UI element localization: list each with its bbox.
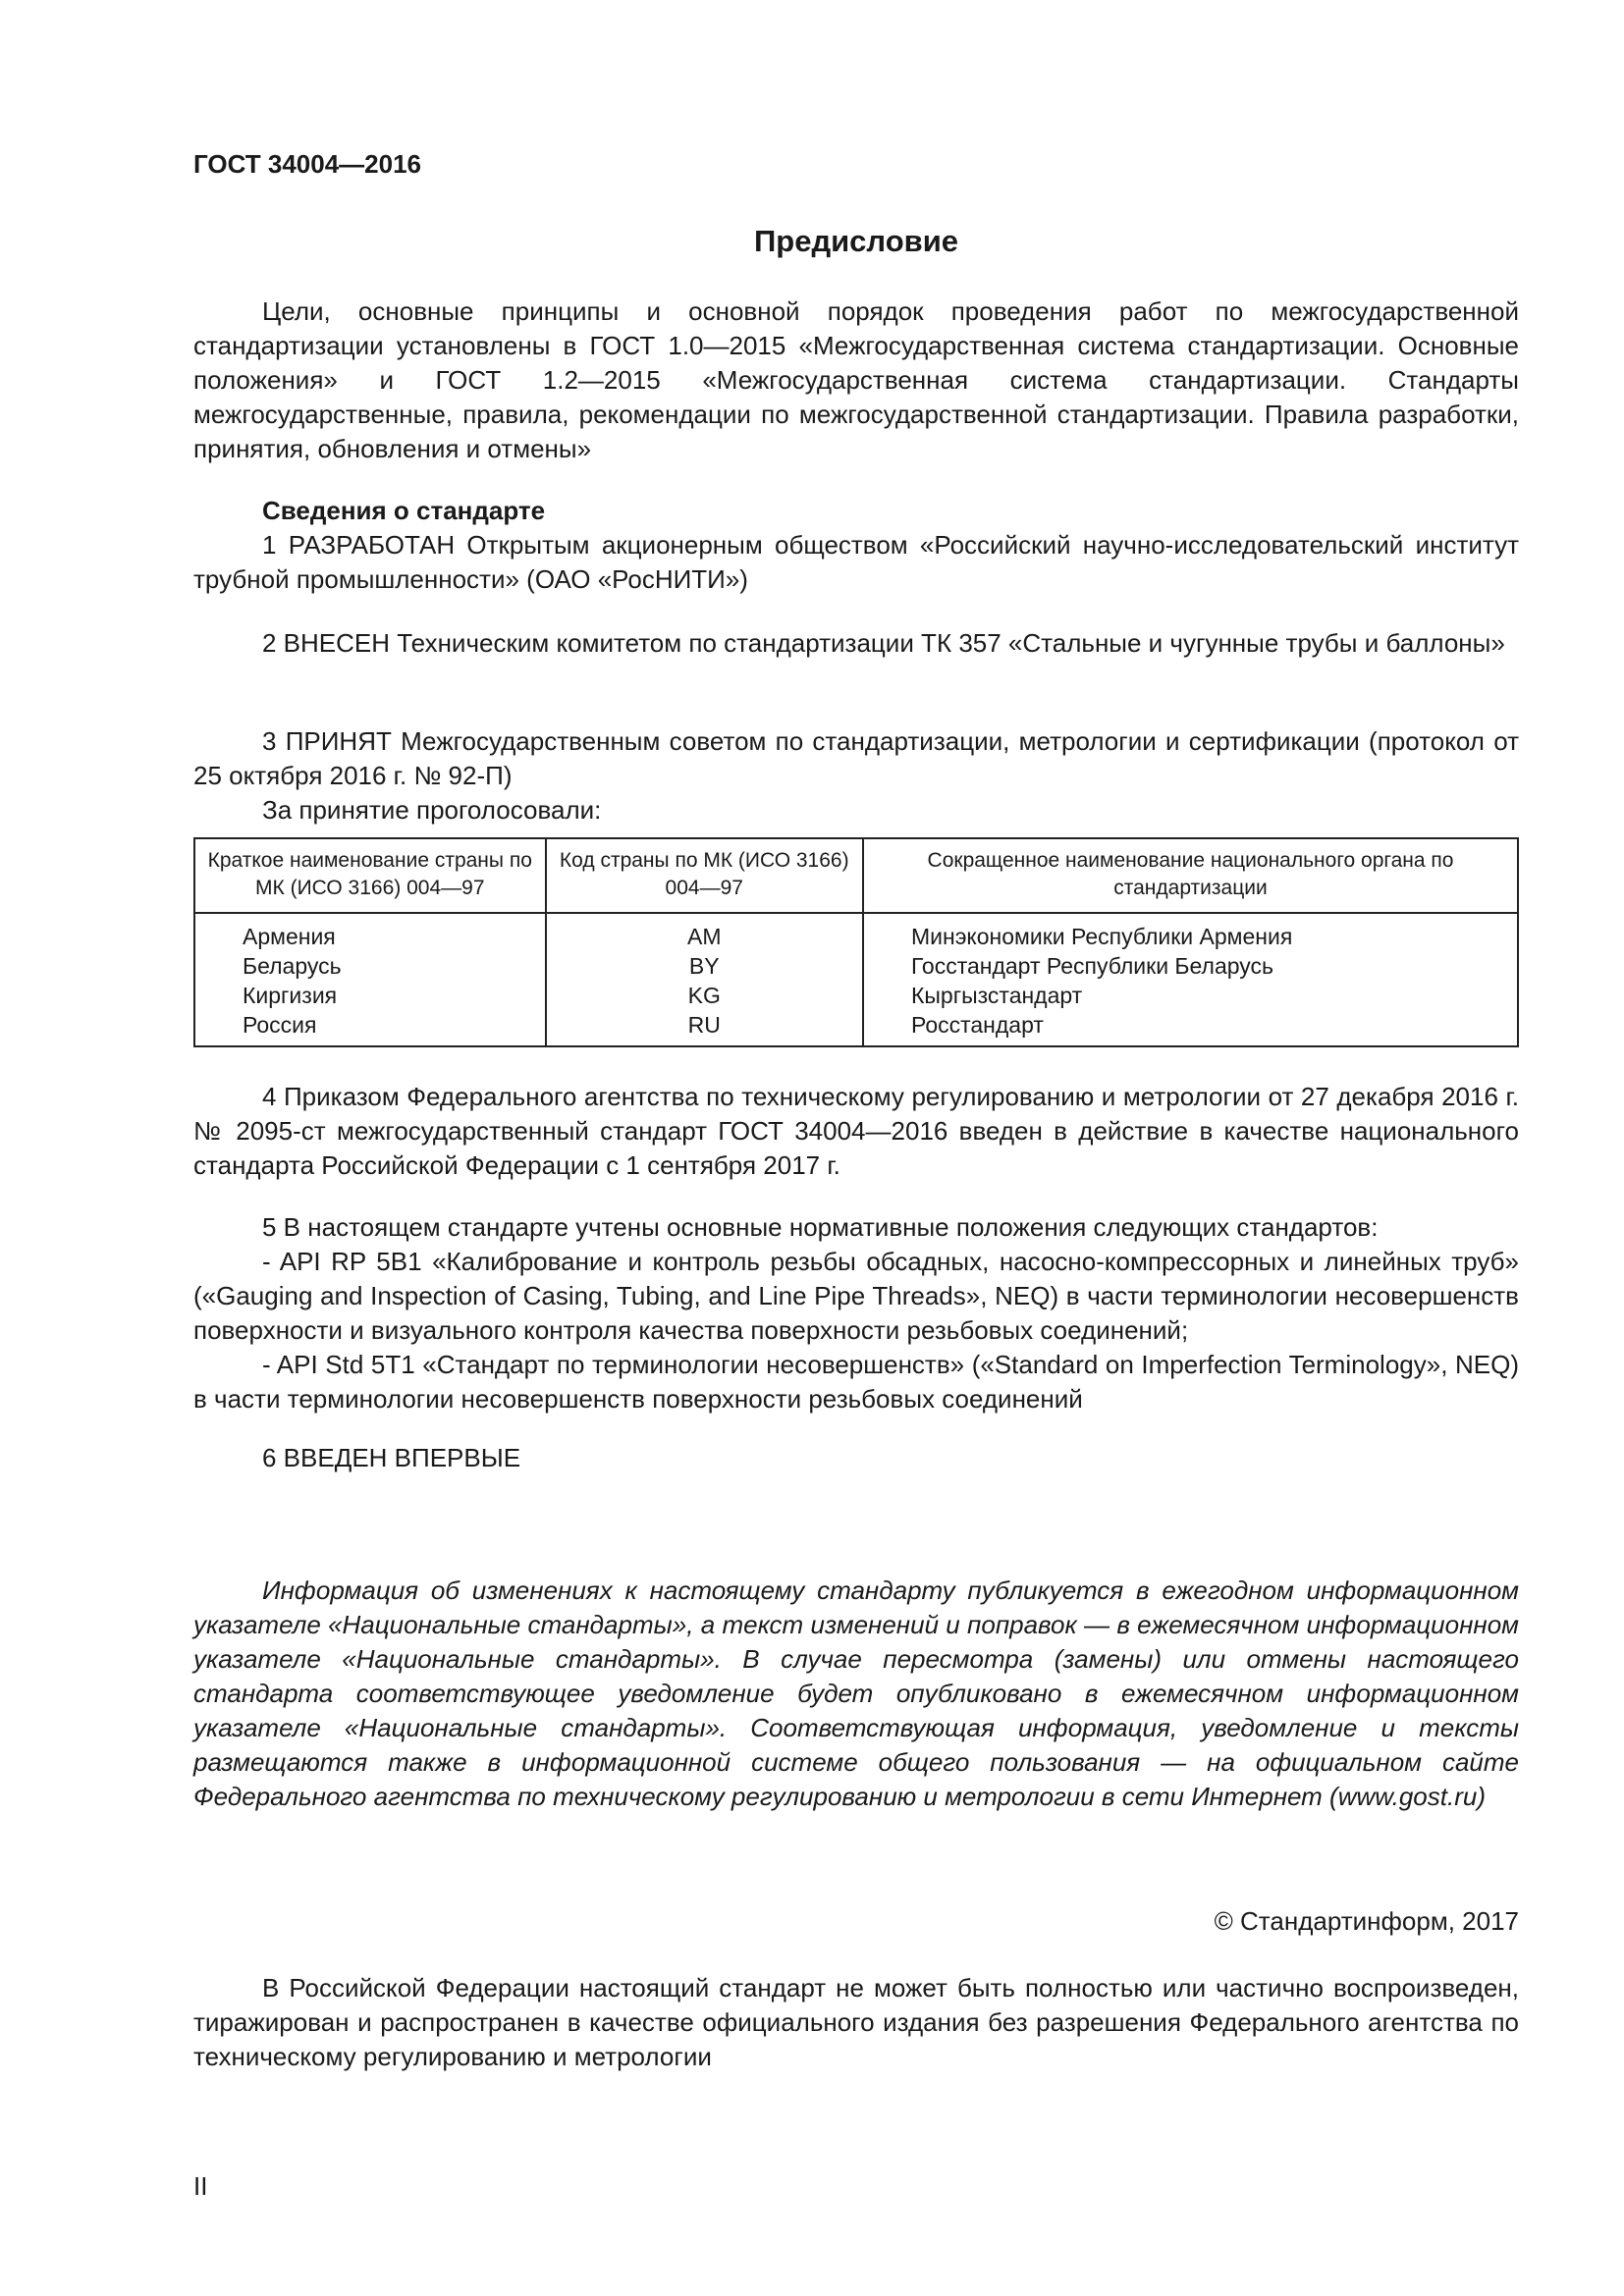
country-name: Беларусь (194, 951, 546, 981)
voted-label: За принятие проголосовали: (262, 795, 602, 825)
item-enacted-block (193, 1080, 1519, 1183)
item-developed: 1 РАЗРАБОТАН Открытым акционерным обществом «Российский научно-исследовательский институт трубной промышленности» (ОАО «РосНИТИ») (193, 530, 1519, 594)
table-row (194, 1010, 1518, 1046)
notice-section (193, 1574, 1519, 1814)
standard-info-section (193, 494, 1519, 597)
rights-section (193, 1971, 1519, 2074)
national-body: Кыргызстандарт (863, 981, 1518, 1010)
country-code: AM (546, 913, 863, 951)
table-row (194, 951, 1518, 981)
national-body: Минэкономики Республики Армения (863, 913, 1518, 951)
item-references-block (193, 1210, 1519, 1416)
national-body: Госстандарт Республики Беларусь (863, 951, 1518, 981)
country-name: Армения (194, 913, 546, 951)
table-header-row (194, 838, 1518, 913)
item-reference-api-5b1: - API RP 5B1 «Калибрование и контроль резьбы обсадных, насосно-компрессорных и линейных труб» («Gauging and Inspection of Casing, Tubing, and Line Pipe Threads», NEQ) в части терминологии несовершенств поверхности и визуального контроля качества поверхности резьбовых соединений; (193, 1247, 1519, 1345)
page-number: II (193, 2171, 208, 2201)
country-code: BY (546, 951, 863, 981)
country-code: KG (546, 981, 863, 1010)
item-adopted: 3 ПРИНЯТ Межгосударственным советом по стандартизации, метрологии и сертификации (протокол от 25 октября 2016 г. № 92-П) (193, 726, 1519, 790)
item-adopted-block (193, 724, 1519, 828)
item-reference-api-5t1: - API Std 5T1 «Стандарт по терминологии несовершенств» («Standard on Imperfection Terminology», NEQ) в части терминологии несовершенств поверхности резьбовых соединений (193, 1350, 1519, 1414)
standard-info-heading: Сведения о стандарте (262, 496, 546, 525)
intro-section (193, 294, 1519, 466)
country-name: Россия (194, 1010, 546, 1046)
national-body: Росстандарт (863, 1010, 1518, 1046)
table-header-org: Сокращенное наименование национального органа по стандартизации (863, 838, 1518, 913)
item-references-intro: 5 В настоящем стандарте учтены основные нормативные положения следующих стандартов: (262, 1212, 1379, 1242)
votes-table-block (193, 837, 1519, 1047)
page-title: Предисловие (753, 224, 958, 258)
changes-notice: Информация об изменениях к настоящему стандарту публикуется в ежегодном информационном указателе «Национальные стандарты», а текст изменений и поправок — в ежемесячном информационном указателе «Национальные стандарты». В случае пересмотра (замены) или отмены настоящего стандарта соответствующее уведомление будет опубликовано в ежемесячном информационном указателе «Национальные стандарты». Соответствующая информация, уведомление и тексты размещаются также в информационной системе общего пользования — на официальном сайте Федерального агентства по техническому регулированию и метрологии в сети Интернет (www.gost.ru) (193, 1575, 1519, 1811)
item-first-introduced: 6 ВВЕДЕН ВПЕРВЫЕ (262, 1443, 521, 1472)
table-row (194, 913, 1518, 951)
table-header-code: Код страны по МК (ИСО 3166) 004—97 (546, 838, 863, 913)
item-enacted: 4 Приказом Федерального агентства по техническому регулированию и метрологии от 27 декабря 2016 г. № 2095-ст межгосударственный стандарт ГОСТ 34004—2016 введен в действие в качестве национального стандарта Российской Федерации с 1 сентября 2017 г. (193, 1082, 1519, 1180)
country-name: Киргизия (194, 981, 546, 1010)
votes-table (193, 837, 1519, 1047)
copyright-line: © Стандартинформ, 2017 (1214, 1906, 1519, 1936)
document-page (193, 0, 1519, 2296)
item-first-introduced-block (193, 1441, 1519, 1475)
item-submitted-block (193, 626, 1519, 661)
table-row (194, 981, 1518, 1010)
country-code: RU (546, 1010, 863, 1046)
item-submitted: 2 ВНЕСЕН Техническим комитетом по стандартизации ТК 357 «Стальные и чугунные трубы и баллоны» (262, 628, 1505, 658)
intro-paragraph: Цели, основные принципы и основной порядок проведения работ по межгосударственной стандартизации установлены в ГОСТ 1.0—2015 «Межгосударственная система стандартизации. Основные положения» и ГОСТ 1.2—2015 «Межгосударственная система стандартизации. Стандарты межгосударственные, правила, рекомендации по межгосударственной стандартизации. Правила разработки, принятия, обновления и отмены» (193, 296, 1519, 463)
document-code: ГОСТ 34004—2016 (193, 149, 421, 179)
table-header-country: Краткое наименование страны по МК (ИСО 3166) 004—97 (194, 838, 546, 913)
rights-notice: В Российской Федерации настоящий стандарт не может быть полностью или частично воспроизведен, тиражирован и распространен в качестве официального издания без разрешения Федерального агентства по техническому регулированию и метрологии (193, 1973, 1519, 2071)
